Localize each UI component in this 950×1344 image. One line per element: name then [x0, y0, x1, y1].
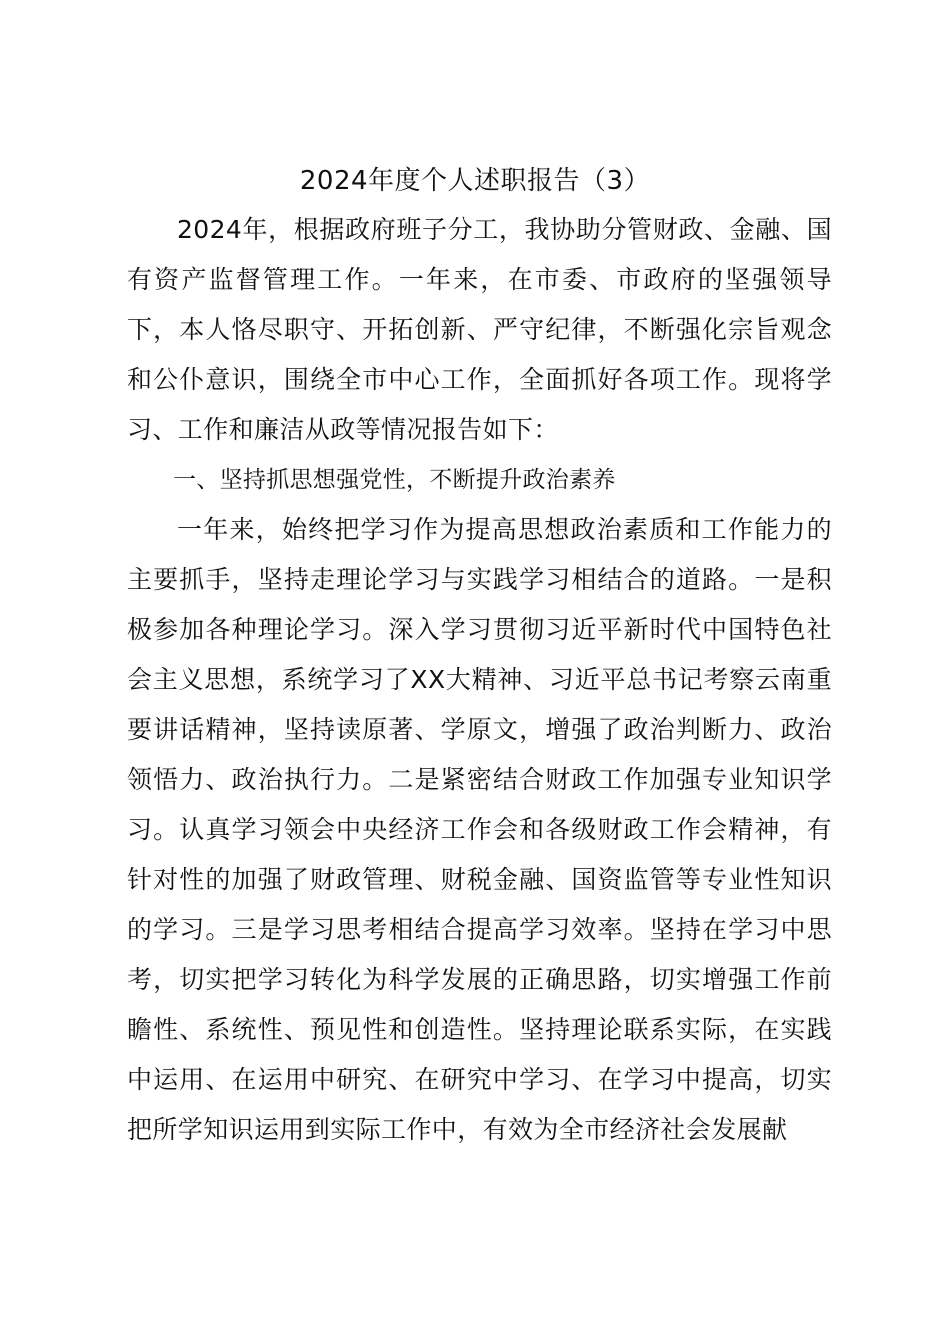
document-title: 2024年度个人述职报告（3） [299, 166, 651, 196]
intro-paragraph: 2024年，根据政府班子分工，我协助分管财政、金融、国有资产监督管理工作。一年来，在市委、市政府的坚强领导下，本人恪尽职守、开拓创新、严守纪律，不断强化宗旨观念和公仆意识，围绕全市中心工作，全面抓好各项工作。现将学习、工作和廉洁从政等情况报告如下： [127, 215, 832, 444]
section-heading: 一、坚持抓思想强党性，不断提升政治素养 [173, 467, 616, 493]
document-body [127, 205, 832, 1155]
body-paragraph: 一年来，始终把学习作为提高思想政治素质和工作能力的主要抓手，坚持走理论学习与实践学习相结合的道路。一是积极参加各种理论学习。深入学习贯彻习近平新时代中国特色社会主义思想，系统学习了XX大精神、习近平总书记考察云南重要讲话精神，坚持读原著、学原文，增强了政治判断力、政治领悟力、政治执行力。二是紧密结合财政工作加强专业知识学习。认真学习领会中央经济工作会和各级财政工作会精神，有针对性的加强了财政管理、财税金融、国资监管等专业性知识的学习。三是学习思考相结合提高学习效率。坚持在学习中思考，切实把学习转化为科学发展的正确思路，切实增强工作前瞻性、系统性、预见性和创造性。坚持理论联系实际，在实践中运用、在运用中研究、在研究中学习、在学习中提高，切实把所学知识运用到实际工作中，有效为全市经济社会发展献 [127, 515, 832, 1144]
